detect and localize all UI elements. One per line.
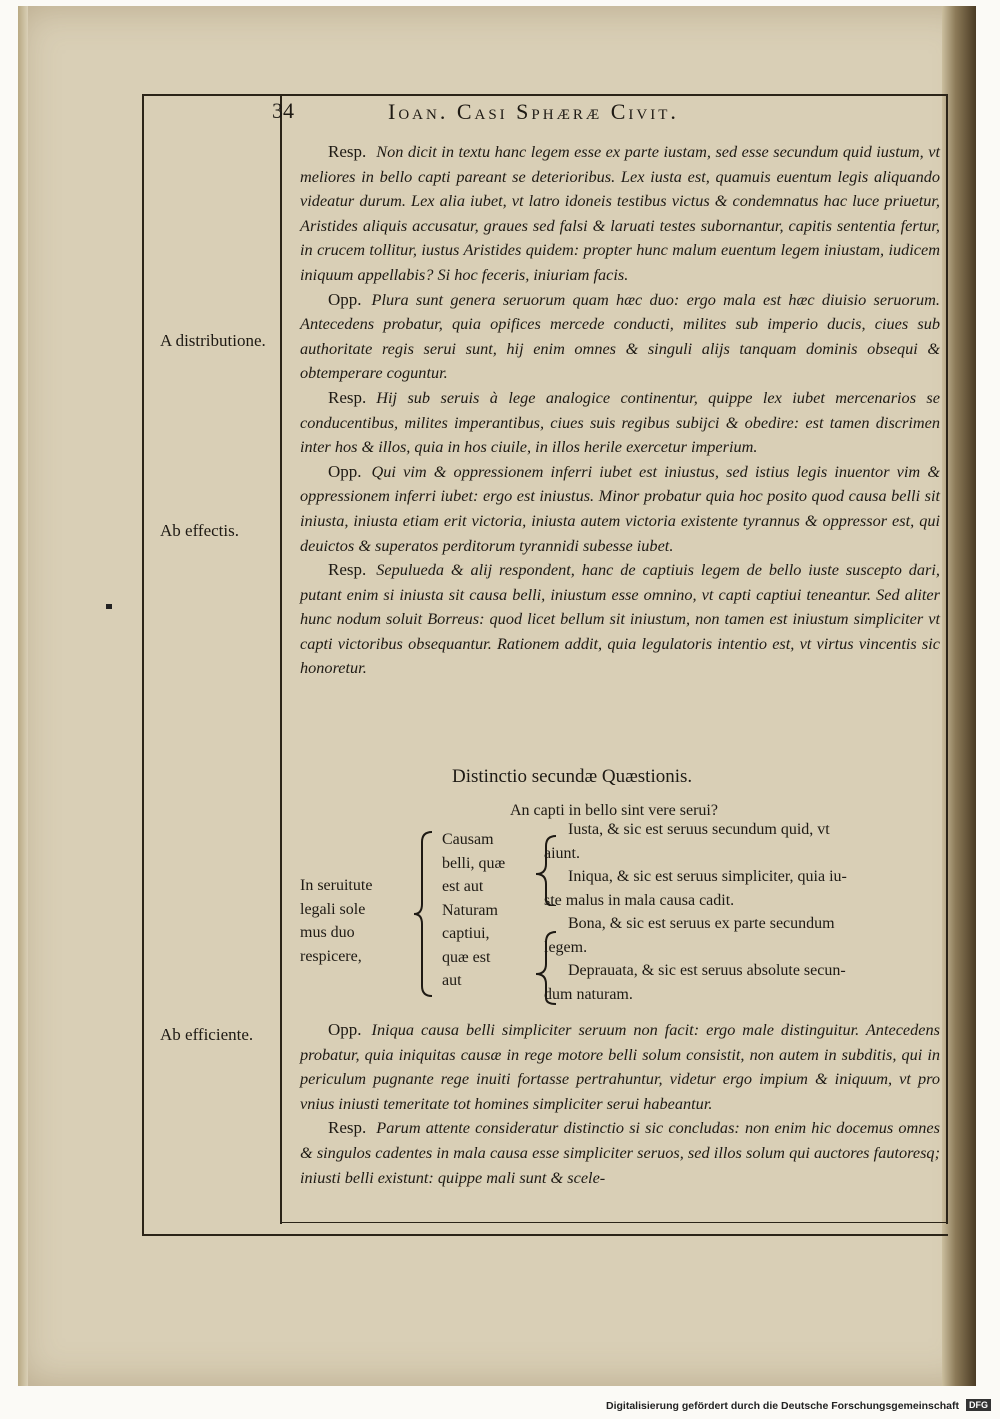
distinction-line: dum naturam. xyxy=(544,985,633,1003)
paragraph-label: Resp. xyxy=(328,1118,367,1138)
distinction-line: Iniqua, & sic est seruus simpliciter, quia iu- xyxy=(568,868,847,885)
paragraph-text: Non dicit in textu hanc legem esse ex parte iustam, sed esse secundum quid iustum, vt meliores in bello capti pareant se deterioribus. Lex iusta est, quamuis euentum legis aliquando videatur durum. Lex alia iubet, vt latro idoneis testibus victus & condemnatus hac luce priuetur, Aristides aliquis accusatur, graues sed falsi & laruati testes subornantur, capitis sententia fertur, in crucem tollitur, iustus Aristides quidem: propter hunc malum euentum legem iniustam, iudicem iniquum appellabis? Si hoc feceris, iniuriam facis. xyxy=(300,142,940,284)
margin-note-distributione: A distributione. xyxy=(160,331,266,350)
inner-margin-rule xyxy=(280,94,282,1224)
left-margin-rule xyxy=(142,94,144,1236)
distinction-line: legali sole xyxy=(300,900,366,918)
distinction-line: mus duo xyxy=(300,924,355,941)
paragraph-text: Plura sunt genera seruorum quam hæc duo: ergo mala est hæc diuisio seruorum. Antecedens probatur, quia opifices mercede conducti, milites sub imperio ducis, ciues sub authoritate regis serui sunt, hij enim omnes & singuli alijs tanquam dominis obsequi & obtemperare coguntur. xyxy=(300,289,940,383)
paragraph-label: Resp. xyxy=(328,387,367,407)
paragraph-label: Resp. xyxy=(328,560,367,580)
footer-inner-rule xyxy=(280,1222,948,1223)
distinction-line: Naturam xyxy=(442,901,498,919)
paragraph-label: Opp. xyxy=(328,461,362,481)
distinction-line: In seruitute xyxy=(300,877,373,894)
distinction-line: ste malus in mala causa cadit. xyxy=(544,891,735,909)
ink-blot xyxy=(106,604,112,609)
distinction-line: aut xyxy=(442,972,462,989)
margin-note-effectis: Ab effectis. xyxy=(160,521,239,540)
distinction-line: Causam xyxy=(442,831,494,848)
dfg-logo: DFG xyxy=(966,1399,991,1411)
paragraph xyxy=(300,140,940,288)
paragraph-label: Resp. xyxy=(328,142,367,161)
running-head: Ioan. Casi Sphæræ Civit. xyxy=(388,99,679,124)
distinction-line: respicere, xyxy=(300,947,362,965)
distinction-line: captiui, xyxy=(442,925,490,942)
digitization-credit: Digitalisierung gefördert durch die Deutsche Forschungsgemeinschaft xyxy=(606,1400,959,1412)
paragraph xyxy=(300,558,940,681)
paragraph-text: Sepulueda & alij respondent, hanc de captiuis legem de bello iuste suscepto dari, putant enim si iniusta sit causa belli, iniustum esse omnino, vt capti captiui teneantur. Sed aliter hunc nodum soluit Borreus: quod licet bellum sit iniustum, non tamen est iniustum simpliciter vt capti victoribus obsequantur. Rationem addit, quia legulatoris intentio est, vt virtus vincentis sic honoretur. xyxy=(300,560,940,678)
paragraph-text: Iniqua causa belli simpliciter seruum non facit: ergo male distinguitur. Antecedens probatur, quia iniquitas causæ in rege motore belli solum consistit, non autem in subditis, qui in periculum pugnante rege inuiti fortasse pertrahuntur, videtur ergo impium & iniquum, vt pro vnius iniusti temeritate tot homines simpliciter serui habeantur. xyxy=(300,1020,940,1113)
distinction-right-column xyxy=(544,818,847,1006)
paragraph-text: Hij sub seruis à lege analogice continentur, quippe lex iubet mercenarios se conducentibus, milites imperantibus, ciues suis regibus subijci & obedire: est tamen discrimen inter hos & illos, quia in hos ciuile, in illos herile exercetur imperium. xyxy=(300,387,940,457)
main-text xyxy=(300,140,940,681)
paragraph-text: Parum attente consideratur distinctio si sic concludas: non enim hic docemus omnes & singulos cadentes in mala causa esse simpliciter seruos, sed illos solum qui auctores fautoresq; iniusti belli existunt: quippe mali sunt & scele- xyxy=(300,1118,940,1187)
paragraph-text: Qui vim & oppressionem inferri iubet est iniustus, sed istius legis inuentor vim & oppressionem inferri iubet: ergo est iniustus. Minor probatur quia hoc posito quod causa belli sit iniusta, iniusta etiam erit victoria, iniusta autem victoria existente tyrannus & oppressor est, qui deuictos & superatos perditorum tyrannidi subesse iubet. xyxy=(300,461,940,555)
paragraph xyxy=(300,1018,940,1116)
distinction-line: Deprauata, & sic est seruus absolute secun- xyxy=(568,962,846,979)
distinction-line: Iusta, & sic est seruus secundum quid, vt xyxy=(568,821,830,838)
paragraph xyxy=(300,288,940,386)
margin-note-efficiente: Ab efficiente. xyxy=(160,1025,254,1044)
distinction-line: aiunt. xyxy=(544,844,580,862)
page-edge xyxy=(18,6,28,1386)
header-rule xyxy=(142,94,948,96)
paragraph xyxy=(300,1116,940,1190)
paragraph xyxy=(300,386,940,460)
distinction-line: quæ est xyxy=(442,948,491,966)
footer-rule xyxy=(142,1234,948,1236)
paragraph xyxy=(300,460,940,558)
distinction-line: legem. xyxy=(544,938,588,956)
page-number: 34 xyxy=(272,98,294,123)
distinction-line: est aut xyxy=(442,878,484,895)
paragraph-label: Opp. xyxy=(328,1020,362,1039)
left-brace-icon xyxy=(408,828,438,1000)
main-text-continued xyxy=(300,1018,940,1190)
distinction-left-column xyxy=(300,874,372,968)
distinction-line: Bona, & sic est seruus ex parte secundum xyxy=(568,915,835,932)
distinction-line: belli, quæ xyxy=(442,854,506,872)
distinction-middle-column xyxy=(442,828,505,993)
distinction-question: An capti in bello sint vere serui? xyxy=(510,802,718,819)
distinction-title: Distinctio secundæ Quæstionis. xyxy=(452,766,693,787)
right-margin-rule xyxy=(946,94,948,1224)
paragraph-label: Opp. xyxy=(328,289,362,309)
